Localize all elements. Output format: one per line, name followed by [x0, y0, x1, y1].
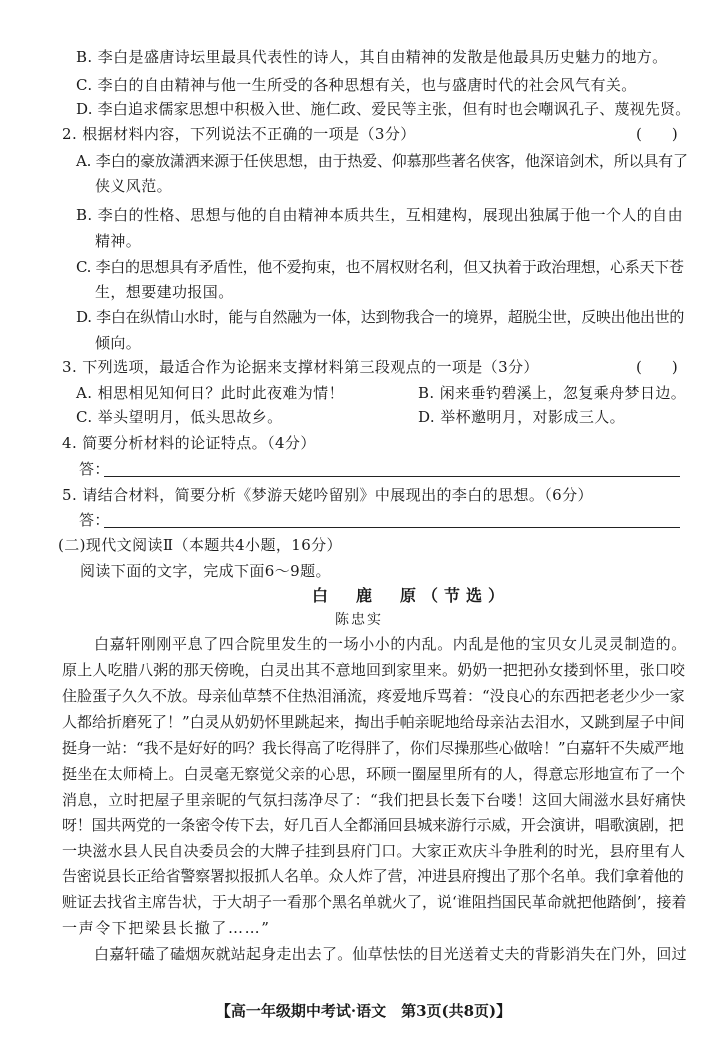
q2-stem: 2. 根据材料内容，下列说法不正确的一项是（3分）	[62, 125, 416, 143]
q2-option-a-line1: A. 李白的豪放潇洒来源于任侠思想，由于热爱、仰慕那些著名侠客，他深谙剑术，所以具有了	[76, 152, 688, 170]
passage-line: 白嘉轩磕了磕烟灰就站起身走出去了。仙草怯怯的目光送着丈夫的背影消失在门外，回过	[94, 945, 687, 963]
section-heading: (二)现代文阅读Ⅱ（本题共4小题，16分）	[58, 536, 342, 554]
passage-author: 陈忠实	[335, 612, 383, 628]
q2-answer-bracket: ( )	[636, 125, 678, 143]
q2-option-c-line2: 生，想要建功报国。	[95, 283, 234, 301]
q2-option-d-line1: D. 李白在纵情山水时，能与自然融为一体，达到物我合一的境界，超脱尘世，反映出他出世的	[76, 308, 685, 326]
q2-option-b-line2: 精神。	[95, 232, 142, 250]
q5-stem: 5. 请结合材料，简要分析《梦游天姥吟留别》中展现出的李白的思想。（6分）	[62, 486, 593, 504]
q1-option-b: B. 李白是盛唐诗坛里最具代表性的诗人，其自由精神的发散是他最具历史魅力的地方。	[76, 48, 668, 66]
q2-option-d-line2: 倾向。	[95, 334, 142, 352]
q2-option-c-line1: C. 李白的思想具有矛盾性，他不爱拘束，也不屑权财名利，但又执着于政治理想，心系天下苍	[76, 258, 684, 276]
passage-title: 白 鹿 原（节选）	[312, 586, 511, 605]
q3-option-a: A. 相思相见知何日？此时此夜难为情！	[76, 384, 344, 402]
passage-line: 挺坐在太师椅上。白灵毫无察觉父亲的心思，环顾一圈屋里所有的人，得意忘形地宣布了一个	[62, 765, 686, 783]
q4-answer-line	[104, 476, 680, 477]
page-footer: 【高一年级期中考试·语文 第3页(共8页)】	[215, 1002, 512, 1020]
passage-line: 呀！国共两党的一条密令传下去，好几百人全都涌回县城来游行示威，开会演讲，唱歌演剧，把	[62, 816, 684, 834]
passage-line: 人都给折磨死了！”白灵从奶奶怀里跳起来，掏出手帕亲昵地给母亲沾去泪水，又跳到屋子中间	[62, 713, 685, 731]
passage-line: 白嘉轩刚刚平息了四合院里发生的一场小小的内乱。内乱是他的宝贝女儿灵灵制造的。	[94, 635, 687, 653]
q1-option-c: C. 李白的自由精神与他一生所受的各种思想有关，也与盛唐时代的社会风气有关。	[76, 76, 637, 94]
q3-option-d: D. 举杯邀明月，对影成三人。	[418, 408, 626, 426]
passage-line: 挺身一站：“我不是好好的吗？我长得高了吃得胖了，你们尽操那些心做啥！”白嘉轩不失威严地	[62, 739, 684, 757]
q1-option-d: D. 李白追求儒家思想中积极入世、施仁政、爱民等主张，但有时也会嘲讽孔子、蔑视先贤。	[76, 100, 691, 118]
passage-line: 消息，立时把屋子里亲昵的气氛扫荡净尽了：“我们把县长轰下台喽！这回大闹滋水县好痛快	[62, 791, 687, 809]
section-instruction: 阅读下面的文字，完成下面6～9题。	[80, 562, 331, 580]
q4-stem: 4. 简要分析材料的论证特点。（4分）	[62, 434, 316, 452]
q2-option-a-line2: 侠义风范。	[95, 177, 173, 195]
q5-answer-label: 答：	[79, 511, 110, 529]
q2-option-b-line1: B. 李白的性格、思想与他的自由精神本质共生，互相建构，展现出独属于他一个人的自由	[76, 206, 683, 224]
q5-answer-line	[104, 527, 680, 528]
passage-line: 赃证去找省主席告状，于大胡子一看那个黑名单就火了，说‘谁阻挡国民革命就把他踏倒’，接着	[62, 893, 687, 911]
q4-answer-label: 答：	[79, 460, 110, 478]
q3-option-b: B. 闲来垂钓碧溪上，忽复乘舟梦日边。	[418, 384, 687, 402]
passage-line: 原上人吃腊八粥的那天傍晚，白灵出其不意地回到家里来。奶奶一把把孙女搂到怀里，张口咬	[62, 661, 686, 679]
passage-line: 一块滋水县人民自决委员会的大牌子挂到县府门口。大家正欢庆斗争胜利的时光，县府里有人	[62, 842, 686, 860]
q3-option-c: C. 举头望明月，低头思故乡。	[76, 408, 283, 426]
q3-answer-bracket: ( )	[636, 358, 678, 376]
q3-stem: 3. 下列选项，最适合作为论据来支撑材料第三段观点的一项是（3分）	[62, 358, 539, 376]
passage-line: 一声令下把梁县长撤了……”	[62, 919, 271, 937]
passage-line: 住脸蛋子久久不放。母亲仙草禁不住热泪涌流，疼爱地斥骂着：“没良心的东西把老老少少一家	[62, 687, 685, 705]
passage-line: 告密说县长正给省警察署拟报抓人名单。众人炸了营，冲进县府搜出了那个名单。我们拿着他的	[62, 867, 684, 885]
